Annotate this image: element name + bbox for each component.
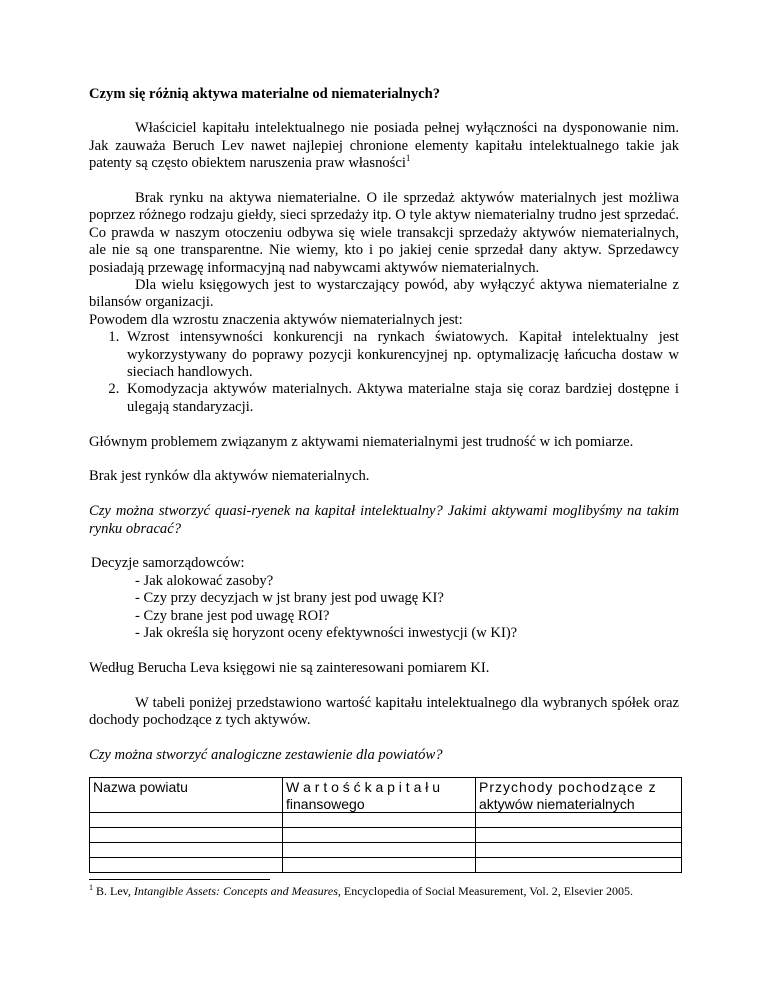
footnote-separator [89,879,270,880]
list-item: 2. Komodyzacja aktywów materialnych. Aktywa materialne staja się coraz bardziej dostępne i ulegają standaryzacji. [123,381,679,416]
question-quasi-market: Czy można stworzyć quasi-ryenek na kapitał intelektualny? Jakimi aktywami moglibyśmy na takim rynku obracać? [89,503,679,537]
list-item: - Jak określa się horyzont oceny efektywności inwestycji (w KI)? [135,625,518,642]
footnote-ref[interactable]: 1 [405,153,411,164]
table-row [90,858,682,873]
paragraph-ownership: Właściciel kapitału intelektualnego nie posiada pełnej wyłączności na dysponowanie nim. Jak zauważa Beruch Lev nawet najlepiej chronione elementy kapitału intelektualnego takie jak patenty są często obiektem naruszenia praw własności$^1$ [89,120,679,172]
reasons-list [89,329,679,416]
paragraph-no-market: Brak rynku na aktywa niematerialne. O ile sprzedaż aktywów materialnych jest możliwa poprzez różnego rodzaju giełdy, sieci sprzedaży itp. O tyle aktyw niematerialny trudno jest sprzedać. Co prawda w naszym otoczeniu odbywa się wiele transakcji sprzedaży aktywów niematerialnych, ale nie są one transparentne. Nie wiemy, kto i po jakiej cenie sprzedał dany aktyw. Sprzedawcy posiadają przewagę informacyjną nad nabywcami aktywów niematerialnych. [89,190,679,276]
question-counties: Czy można stworzyć analogiczne zestawienie dla powiatów? [89,746,443,763]
list-item: - Jak alokować zasoby? [135,572,274,589]
page-title: Czym się różnią aktywa materialne od niematerialnych? [89,86,441,102]
table-row [90,813,682,828]
header-capital-value: W a r t o ś ć k a p i t a ł u finansowego [283,778,476,813]
paragraph-lev-accountants: Według Berucha Leva księgowi nie są zainteresowani pomiarem KI. [89,659,490,676]
paragraph-accountants: Dla wielu księgowych jest to wystarczający powód, aby wyłączyć aktywa niematerialne z bilansów organizacji. [89,277,679,311]
counties-table [89,777,682,873]
document-page [89,86,679,873]
list-item: - Czy brane jest pod uwagę ROI? [135,607,330,624]
table-row [90,843,682,858]
table-row [90,828,682,843]
list-item: - Czy przy decyzjach w jst brany jest pod uwagę KI? [135,590,444,607]
header-county-name: Nazwa powiatu [90,778,283,813]
list-item: 1. Wzrost intensywności konkurencji na rynkach światowych. Kapitał intelektualny jest wykorzystywany do poprawy pozycji konkurencyjnej np. optymalizację łańcucha dostaw w sieciach handlowych. [123,329,679,381]
decisions-block [91,555,679,642]
paragraph-no-markets: Brak jest rynków dla aktywów niematerialnych. [89,468,370,485]
table-header-row [90,778,682,813]
paragraph-table-intro: W tabeli poniżej przedstawiono wartość kapitału intelektualnego dla wybranych spółek oraz dochody pochodzące z tych aktywów. [89,694,679,729]
paragraph-main-problem: Głównym problemem związanym z aktywami niematerialnymi jest trudność w ich pomiarze. [89,433,634,450]
decisions-title: Decyzje samorządowców: [91,555,245,572]
paragraph-reasons-intro: Powodem dla wzrostu znaczenia aktywów niematerialnych jest: [89,311,463,328]
header-revenue: Przychody pochodzące z aktywów niematerialnych [476,778,682,813]
footnote: $^1$ B. Lev, Intangible Assets: Concepts and Measures, Encyclopedia of Social Measurement, Vol. 2, Elsevier 2005. [89,883,634,898]
